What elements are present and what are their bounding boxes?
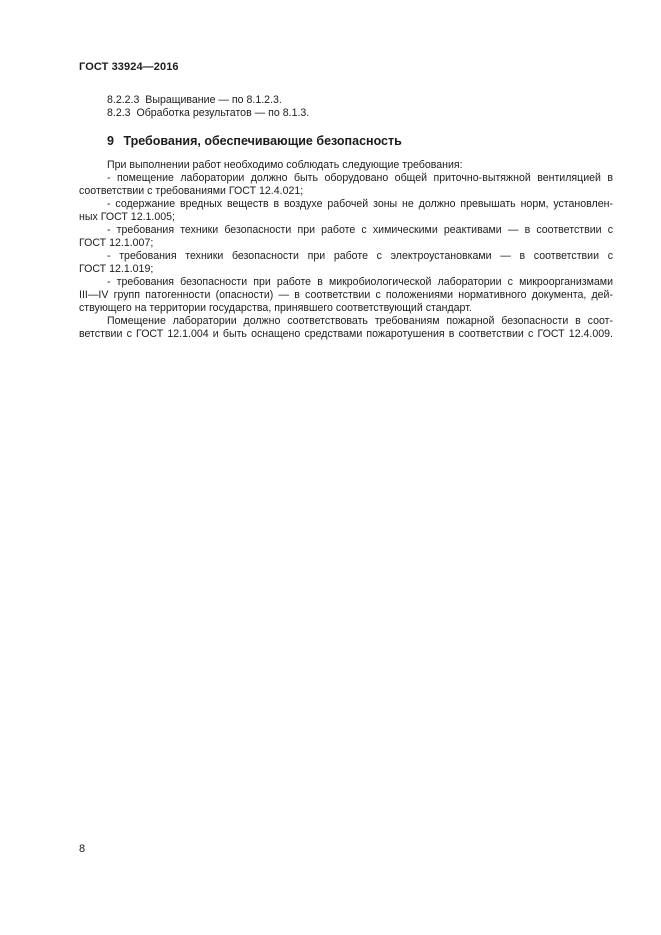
- paragraph-line: При выполнении работ необходимо соблюдать следующие требования:: [107, 159, 463, 171]
- paragraph-line: ветствии с ГОСТ 12.1.004 и быть оснащено средствами пожаротушения в соответствии с ГОСТ 12.4.009.: [79, 328, 613, 340]
- paragraph-line: - требования безопасности при работе в микробиологической лаборатории с микроорганизмами: [107, 276, 613, 288]
- section-title-text: Требования, обеспечивающие безопасность: [123, 134, 402, 148]
- paragraph-line: III—IV групп патогенности (опасности) — в соответствии с положениями нормативного документа, дей-: [79, 289, 613, 301]
- paragraph-line: ГОСТ 12.1.019;: [79, 263, 154, 275]
- paragraph-line: ствующего на территории государства, принявшего соответствующий стандарт.: [79, 302, 472, 314]
- paragraph-line: - помещение лаборатории должно быть оборудовано общей приточно-вытяжной вентиляцией в: [107, 172, 613, 184]
- paragraph-line: Помещение лаборатории должно соответствовать требованиям пожарной безопасности в соот-: [107, 315, 613, 327]
- paragraph-line: ГОСТ 12.1.007;: [79, 237, 154, 249]
- subsection-text: Обработка результатов — по 8.1.3.: [136, 107, 310, 119]
- subsection-number: 8.2.2.3: [107, 94, 140, 106]
- section-number: 9: [107, 134, 114, 148]
- document-header: ГОСТ 33924—2016: [79, 61, 179, 73]
- subsection-text: Выращивание — по 8.1.2.3.: [145, 94, 282, 106]
- subsection-8-2-2-3: [107, 94, 282, 107]
- paragraph-line: ных ГОСТ 12.1.005;: [79, 211, 175, 223]
- subsection-8-2-3: [107, 107, 309, 120]
- page-number: 8: [79, 843, 86, 855]
- paragraph-line: - требования техники безопасности при работе с электроустановками — в соответствии с: [107, 250, 613, 262]
- paragraph-line: - требования техники безопасности при работе с химическими реактивами — в соответствии с: [107, 224, 613, 236]
- paragraph-line: соответствии с требованиями ГОСТ 12.4.021;: [79, 185, 304, 197]
- subsection-number: 8.2.3: [107, 107, 131, 119]
- paragraph-line: - содержание вредных веществ в воздухе рабочей зоны не должно превышать норм, установлен-: [107, 198, 613, 210]
- section-title: [107, 134, 402, 148]
